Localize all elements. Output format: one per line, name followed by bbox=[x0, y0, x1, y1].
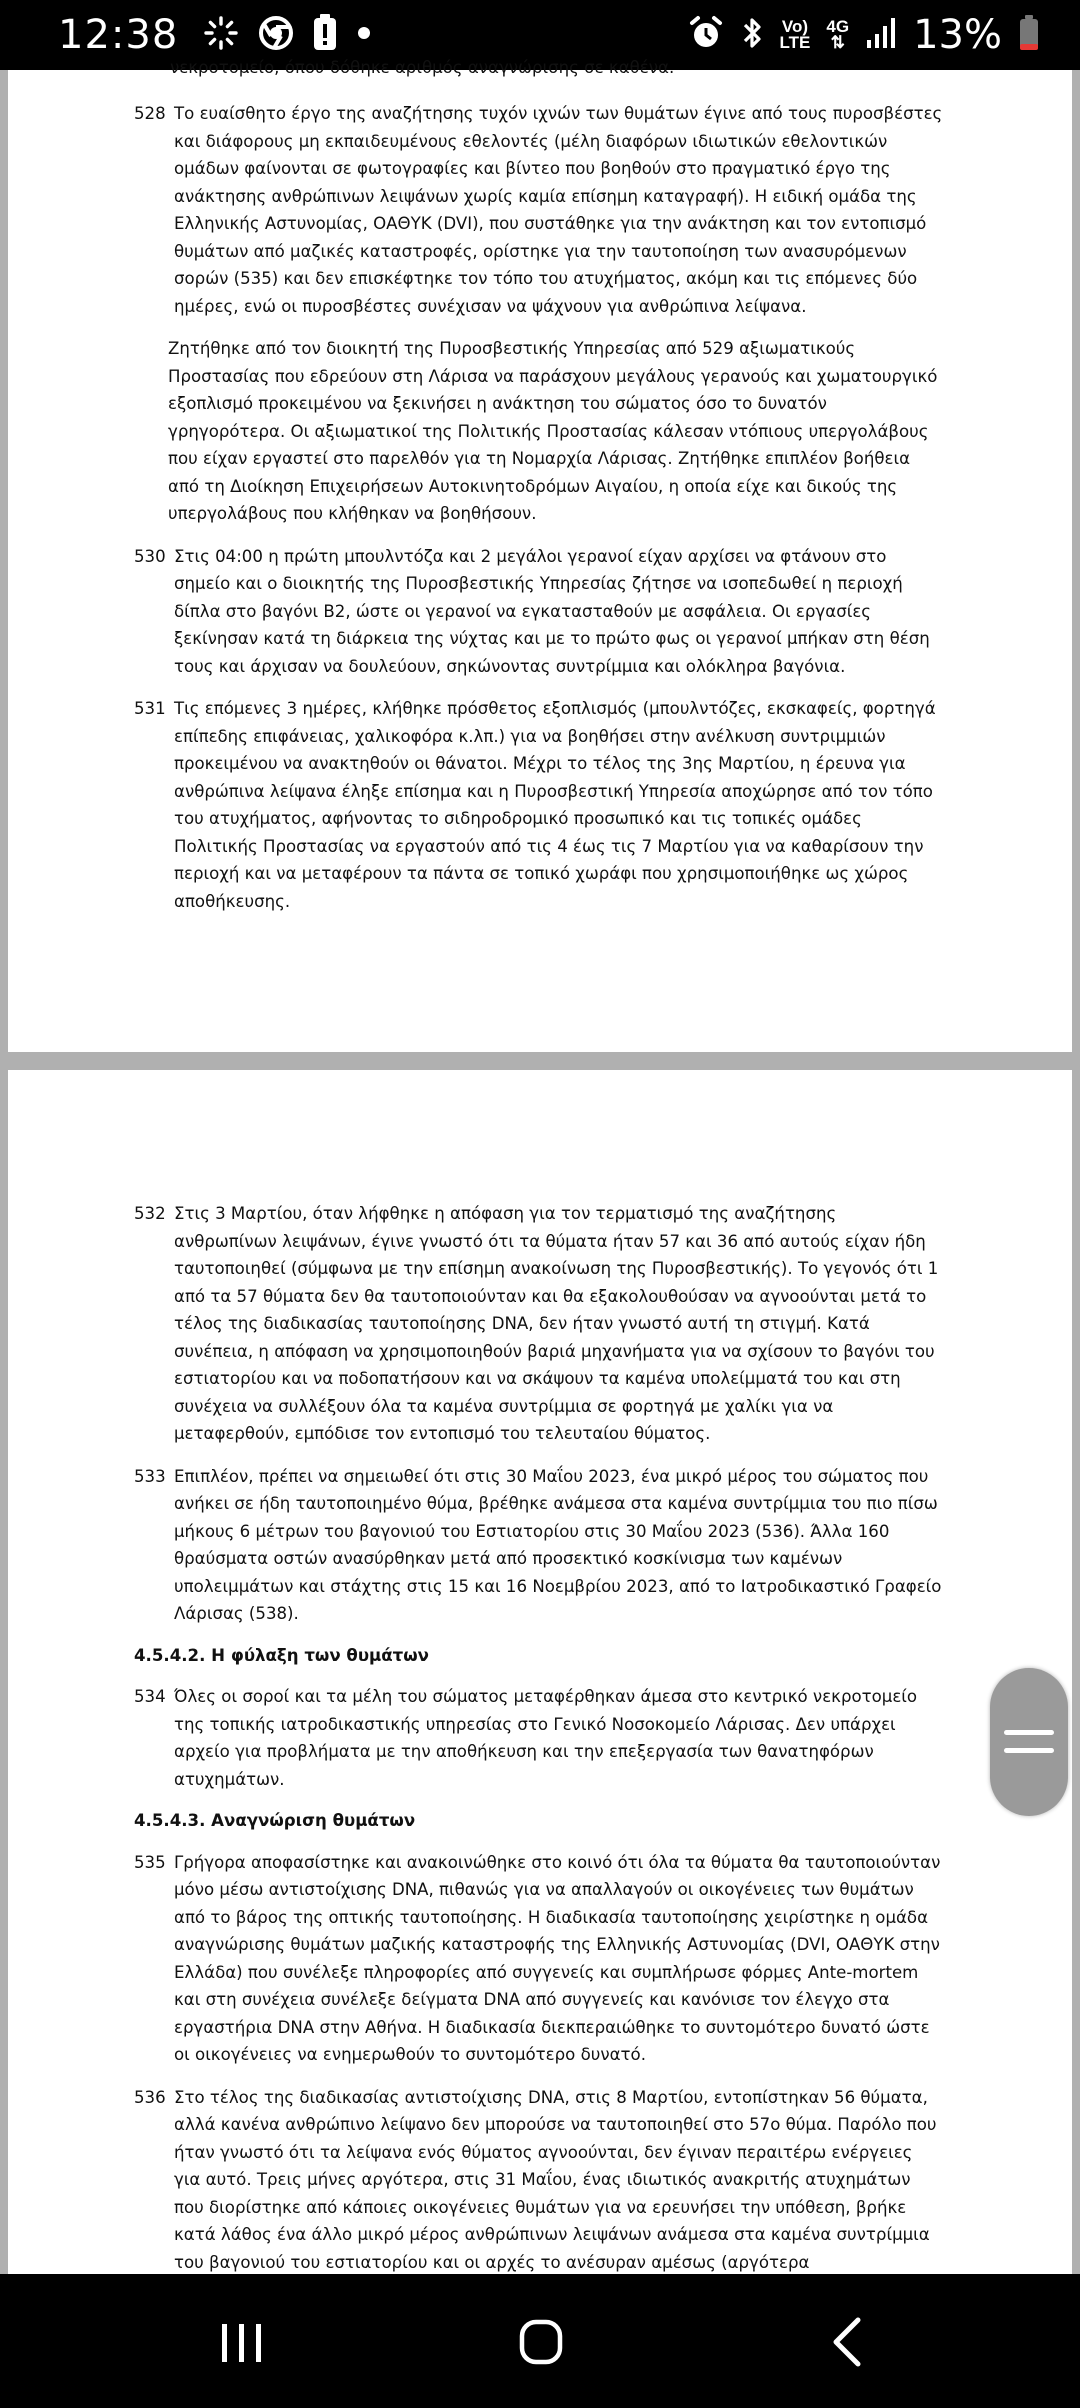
paragraph-text: Γρήγορα αποφασίστηκε και ανακοινώθηκε στο κοινό ότι όλα τα θύματα θα ταυτοποιούνταν μόνο μέσω αντιστοίχισης DNA, πιθανώς για να απαλλαγούν οι οικογένειες των θυμάτων από το βάρος της οπτικής ταυτοποίησης. Η διαδικασία ταυτοποίησης χειρίστηκε η ομάδα αναγνώρισης θυμάτων μαζικής καταστροφής της Ελληνικής Αστυνομίας (DVI, ΟΑΘΥΚ στην Ελλάδα) που συνέλεξε πληροφορίες από συγγενείς και συμπλήρωσε φόρμες Ante-mortem και στη συνέχεια συνέλεξε δείγματα DNA από συγγενείς και κανόνισε τον έλεγχο στα εργαστήρια DNA στην Αθήνα. Η διαδικασία διεκπεραιώθηκε το συντομότερο δυνατό ώστε οι οικογένειες να ενημερωθούν το συντομότερο δυνατό. bbox=[174, 1852, 941, 2064]
paragraph-number: 536 bbox=[134, 2087, 166, 2107]
network-type-indicator bbox=[826, 19, 849, 51]
battery-icon bbox=[1018, 14, 1040, 57]
volte-indicator bbox=[780, 19, 811, 51]
paragraph-text: Επιπλέον, πρέπει να σημειωθεί ότι στις 30 Μαΐου 2023, ένα μικρό μέρος του σώματος που ανήκει σε ήδη ταυτοποιημένο θύμα, βρέθηκε ανάμεσα στα καμένα συντρίμμια του πιο πίσω μήκους 6 μέτρων του βαγονιού του Εστιατορίου στις 30 Μαΐου 2023 (536). Άλλα 160 θραύσματα οστών ανασύρθηκαν μετά από προσεκτικό κοσκίνισμα των καμένων υπολειμμάτων και στάχτης στις 15 και 16 Νοεμβρίου 2023, από το Ιατροδικαστικό Γραφείο Λάρισας (538). bbox=[174, 1466, 942, 1623]
bluetooth-icon bbox=[740, 15, 764, 56]
volte-label: Vo) bbox=[781, 17, 809, 36]
paragraph-532 bbox=[8, 1200, 1072, 1448]
paragraph-text: Στις 3 Μαρτίου, όταν λήφθηκε η απόφαση για τον τερματισμό της αναζήτησης ανθρωπίνων λειψάνων, έγινε γνωστό ότι τα θύματα ήταν 57 και 36 από αυτούς είχαν ήδη ταυτοποιηθεί (σύμφωνα με την επίσημη ανακοίνωση της Πυροσβεστικής). Το γεγονός ότι 1 από τα 57 θύματα δεν θα ταυτοποιούνταν και θα εξακολουθούσαν να αγνοούνται μετά το τέλος της διαδικασίας ταυτοποίησης DNA, δεν ήταν γνωστό αυτή τη στιγμή. Κατά συνέπεια, η απόφαση να χρησιμοποιηθούν βαριά μηχανήματα για να σχίσουν το βαγόνι του εστιατορίου και να ποδοπατήσουν και να σκάψουν τα καμένα υπολείμματά του και στη συνέχεια να συλλέξουν όλα τα καμένα συντρίμμια σε φορτηγά με χαλίκι για να μεταφερθούν, εμπόδισε τον εντοπισμό του τελευταίου θύματος. bbox=[174, 1204, 939, 1443]
paragraph-535 bbox=[8, 1849, 1072, 2069]
paragraph-number: 533 bbox=[134, 1466, 166, 1486]
chrome-icon bbox=[258, 15, 294, 56]
home-button[interactable] bbox=[500, 2304, 580, 2380]
page2-content bbox=[8, 1200, 1072, 2331]
more-notifications-dot-icon bbox=[356, 25, 372, 46]
back-button[interactable] bbox=[806, 2304, 886, 2380]
section-heading-4543: 4.5.4.3. Αναγνώριση θυμάτων bbox=[134, 1811, 416, 1830]
paragraph-531 bbox=[8, 695, 1072, 915]
alert-battery-icon bbox=[312, 14, 338, 57]
data-arrows-icon: ⇅ bbox=[830, 33, 845, 52]
paragraph-528 bbox=[8, 100, 1072, 320]
status-time: 12:38 bbox=[58, 12, 179, 58]
paragraph-text: Στις 04:00 η πρώτη μπουλντόζα και 2 μεγάλοι γερανοί είχαν αρχίσει να φτάνουν στο σημείο και ο διοικητής της Πυροσβεστικής Υπηρεσίας ζήτησε να ισοπεδωθεί η περιοχή δίπλα στο βαγόνι Β2, ώστε οι γερανοί να εγκατασταθούν με ασφάλεια. Οι εργασίες ξεκίνησαν κατά τη διάρκεια της νύχτας και με το πρώτο φως οι γερανοί μπήκαν στη θέση τους και άρχισαν να δουλεύουν, σηκώνοντας συντρίμμια και ολόκληρα βαγόνια. bbox=[174, 546, 930, 676]
paragraph-text: Όλες οι σοροί και τα μέλη του σώματος μεταφέρθηκαν άμεσα στο κεντρικό νεκροτομείο της τοπικής ιατροδικαστικής υπηρεσίας στο Γενικό Νοσοκομείο Λάρισας. Δεν υπάρχει αρχείο για προβλήματα με την αποθήκευση και την επεξεργασία των θανατηφόρων ατυχημάτων. bbox=[174, 1687, 918, 1789]
document-page-1 bbox=[8, 58, 1072, 1052]
signal-icon bbox=[865, 16, 897, 55]
paragraph-number: 534 bbox=[134, 1687, 166, 1706]
document-page-2 bbox=[8, 1070, 1072, 2274]
system-indicators bbox=[688, 12, 1040, 58]
paragraph-number: 528 bbox=[134, 104, 166, 123]
paragraph-number: 535 bbox=[134, 1852, 166, 1872]
paragraph-529 bbox=[8, 335, 1072, 528]
scroll-handle-grip-line bbox=[1004, 1730, 1054, 1735]
battery-percent: 13% bbox=[913, 12, 1002, 58]
recent-apps-button[interactable] bbox=[202, 2304, 282, 2380]
section-heading-4542: 4.5.4.2. Η φύλαξη των θυμάτων bbox=[134, 1645, 429, 1665]
network-type-label: 4G bbox=[826, 17, 850, 36]
fast-scroll-handle[interactable] bbox=[990, 1668, 1068, 1816]
paragraph-text: Το ευαίσθητο έργο της αναζήτησης τυχόν ιχνών των θυμάτων έγινε από τους πυροσβέστες και διάφορους μη εκπαιδευμένους εθελοντές (μέλη διαφόρων ιδιωτικών εθελοντικών ομάδων φαίνονται σε φωτογραφίες και βίντεο που βοηθούν στο πραγματικό έργο της ανάκτησης ανθρώπινων λειψάνων χωρίς καμία επίσημη καταγραφή). Η ειδική ομάδα της Ελληνικής Αστυνομίας, ΟΑΘΥΚ (DVI), που συστάθηκε για την ανάκτηση και τον εντοπισμό θυμάτων από μαζικές καταστροφές, ορίστηκε για την ταυτοποίηση των ανασυρόμενων σορών (535) και δεν επισκέφτηκε τον τόπο του ατυχήματος, ακόμη και τις επόμενες δύο ημέρες, ενώ οι πυροσβέστες συνέχισαν να ψάχνουν για ανθρώπινα λείψανα. bbox=[174, 104, 943, 316]
paragraph-text: Τις επόμενες 3 ημέρες, κλήθηκε πρόσθετος εξοπλισμός (μπουλντόζες, εκσκαφείς, φορτηγά επίπεδης επιφάνειας, χαλικοφόρα κ.λπ.) για να βοηθήσει στην ανέλκυση συντριμμιών προκειμένου να ανακτηθούν οι θάνατοι. Μέχρι το τέλος της 3ης Μαρτίου, η έρευνα για ανθρώπινα λείψανα έληξε επίσημα και η Πυροσβεστική Υπηρεσία αποχώρησε από τον τόπο του ατυχήματος, αφήνοντας το σιδηροδρομικό προσωπικό και τις τοπικές ομάδες Πολιτικής Προστασίας να εργαστούν από τις 4 έως τις 7 Μαρτίου για να καθαρίσουν την περιοχή και να μεταφέρουν τα πάντα σε τοπικό χωράφι που χρησιμοποιήθηκε ως χώρος αποθήκευσης. bbox=[174, 699, 936, 911]
alarm-icon bbox=[688, 15, 724, 56]
paragraph-text: Στο τέλος της διαδικασίας αντιστοίχισης DNA, στις 8 Μαρτίου, εντοπίστηκαν 56 θύματα, αλλά κανένα ανθρώπινο λείψανο δεν μπορούσε να ταυτοποιηθεί στο 57ο θύμα. Παρόλο που ήταν γνωστό ότι τα λείψανα ενός θύματος αγνοούνται, δεν έγιναν περαιτέρω ενέργειες για αυτό. Τρεις μήνες αργότερα, στις 31 Μαΐου, ένας ιδιωτικός ανακριτής ατυχημάτων που διορίστηκε από κάποιες οικογένειες θυμάτων για να ερευνήσει την υπόθεση, βρήκε κατά λάθος ένα άλλο μικρό μέρος ανθρώπινων λειψάνων ανάμεσα στα καμένα συντρίμμια του βαγονιού του εστιατορίου και οι αρχές το ανέσυραν αμέσως (αργότερα bbox=[174, 2087, 937, 2272]
paragraph-number: 530 bbox=[134, 546, 166, 566]
paragraph-number: 531 bbox=[134, 699, 166, 718]
paragraph-text: Ζητήθηκε από τον διοικητή της Πυροσβεστικής Υπηρεσίας από 529 αξιωματικούς Προστασίας που εδρεύουν στη Λάρισα να παράσχουν μεγάλους γερανούς και χωματουργικό εξοπλισμό προκειμένου να ξεκινήσει η ανάκτηση του σώματος όσο το δυνατόν γρηγορότερα. Οι αξιωματικοί της Πολιτικής Προστασίας κάλεσαν ντόπιους υπεργολάβους που είχαν εργαστεί στο παρελθόν για τη Νομαρχία Λάρισας. Ζητήθηκε επιπλέον βοήθεια από τη Διοίκηση Επιχειρήσεων Αυτοκινητοδρόμων Αιγαίου, η οποία είχε και δικούς της υπεργολάβους που κλήθηκαν να βοηθήσουν. bbox=[168, 339, 938, 523]
notification-icons bbox=[202, 14, 372, 57]
paragraph-number: 532 bbox=[134, 1204, 166, 1223]
paragraph-534 bbox=[8, 1683, 1072, 1793]
lte-label: LTE bbox=[779, 33, 811, 52]
page1-paragraphs bbox=[8, 100, 1072, 915]
loading-ring-icon bbox=[202, 14, 240, 57]
navigation-bar bbox=[0, 2274, 1080, 2408]
scroll-handle-grip-line bbox=[1004, 1748, 1054, 1753]
partial-top-line: νεκροτομείο, όπου δόθηκε αριθμός αναγνώρισης σε καθένα. bbox=[170, 58, 675, 77]
paragraph-530 bbox=[8, 543, 1072, 681]
paragraph-533 bbox=[8, 1463, 1072, 1628]
